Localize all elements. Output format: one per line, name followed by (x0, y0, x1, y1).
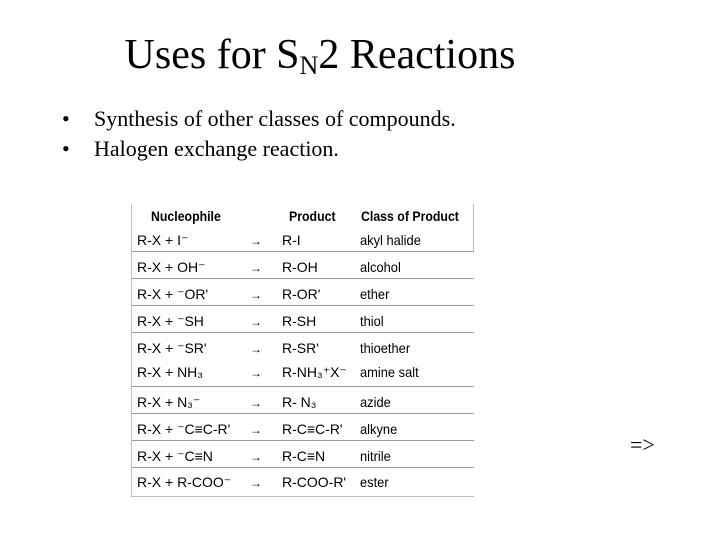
title-rest: 2 Reactions (318, 32, 516, 78)
row-divider (132, 305, 474, 306)
nucleophile-cell: R-X + ⁻SH (137, 313, 204, 329)
table-row (132, 360, 474, 386)
nucleophile-cell: R-X + ⁻C≡C-R' (137, 421, 231, 437)
nucleophile-cell: R-X + I⁻ (137, 232, 189, 248)
slide-title (0, 34, 640, 79)
class-cell: thioether (360, 340, 411, 356)
bullet-marker: • (62, 136, 70, 161)
product-cell: R-C≡C-R' (282, 421, 343, 437)
arrow-icon: → (250, 423, 262, 437)
product-cell: R-COO-R' (282, 474, 347, 490)
nucleophile-cell: R-X + ⁻OR' (137, 286, 209, 302)
product-cell: R-C≡N (282, 448, 326, 464)
row-divider (132, 332, 474, 333)
bullet-text: Synthesis of other classes of compounds. (94, 106, 456, 131)
class-cell: ether (360, 286, 390, 302)
title-subscript: N (299, 51, 319, 80)
row-divider (132, 467, 474, 468)
class-cell: alkyne (360, 421, 398, 437)
bullet-marker: • (62, 106, 70, 131)
arrow-icon: → (250, 476, 262, 490)
arrow-icon: → (250, 234, 262, 248)
class-cell: akyl halide (360, 232, 421, 248)
title-main: Uses for S (124, 32, 300, 78)
class-cell: amine salt (360, 364, 419, 380)
bullet-list (62, 104, 456, 164)
class-cell: nitrile (360, 448, 391, 464)
nucleophile-cell: R-X + NH₃ (137, 364, 203, 380)
arrow-icon: → (250, 288, 262, 302)
class-cell: thiol (360, 313, 384, 329)
table-row (132, 336, 474, 362)
class-cell: ester (360, 474, 389, 490)
product-cell: R-OR' (282, 286, 321, 302)
bullet-item (62, 104, 456, 134)
product-cell: R-I (282, 232, 301, 248)
class-cell: alcohol (360, 259, 401, 275)
header-product: Product (289, 208, 336, 224)
product-cell: R-SH (282, 313, 317, 329)
row-divider (132, 251, 474, 252)
row-divider (132, 386, 474, 387)
nucleophile-cell: R-X + OH⁻ (137, 259, 206, 275)
nucleophile-cell: R-X + ⁻SR' (137, 340, 207, 356)
arrow-icon: → (250, 450, 262, 464)
arrow-icon: → (250, 366, 262, 380)
class-cell: azide (360, 394, 391, 410)
nucleophile-cell: R-X + ⁻C≡N (137, 448, 213, 464)
header-class: Class of Product (361, 208, 459, 224)
arrow-icon: → (250, 261, 262, 275)
product-cell: R-OH (282, 259, 318, 275)
reaction-table (131, 204, 474, 497)
row-divider (132, 278, 474, 279)
row-divider (132, 440, 474, 441)
table-row (132, 470, 474, 496)
arrow-icon: → (250, 396, 262, 410)
next-slide-arrow[interactable]: => (630, 432, 655, 457)
product-cell: R-SR' (282, 340, 319, 356)
bullet-text: Halogen exchange reaction. (94, 136, 339, 161)
header-nucleophile: Nucleophile (151, 208, 221, 224)
bullet-item (62, 134, 456, 164)
row-divider (132, 413, 474, 414)
nucleophile-cell: R-X + N₃⁻ (137, 394, 201, 410)
product-cell: R-NH₃⁺X⁻ (282, 364, 347, 380)
arrow-icon: → (250, 315, 262, 329)
product-cell: R- N₃ (282, 394, 317, 410)
arrow-icon: → (250, 342, 262, 356)
nucleophile-cell: R-X + R-COO⁻ (137, 474, 232, 490)
